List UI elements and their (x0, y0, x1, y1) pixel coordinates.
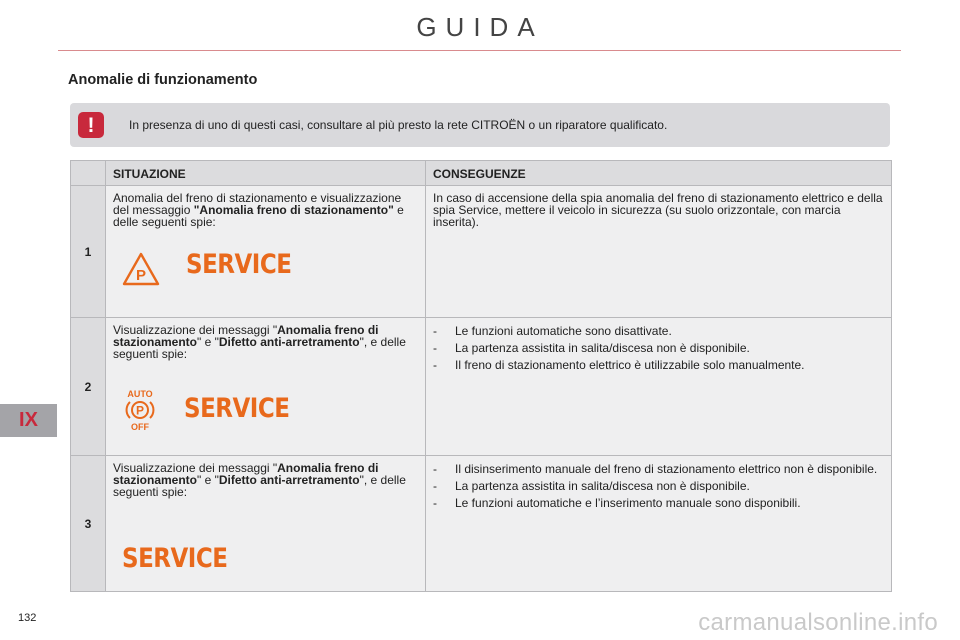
table-row (71, 186, 892, 318)
situation-text-part: ", e delle seguenti spie: (113, 335, 406, 361)
header-num (71, 161, 106, 186)
message-name: Difetto anti-arretramento (218, 473, 360, 487)
message-name: Anomalia freno di stazionamento (113, 323, 379, 349)
row-number: 2 (71, 318, 106, 456)
parking-circle-icon (122, 399, 158, 421)
page-number: 132 (18, 612, 37, 624)
parking-brake-warning-icon (122, 252, 160, 286)
consequence-list-wrap (426, 318, 891, 371)
situation-cell (106, 318, 426, 456)
list-item-text: La partenza assistita in salita/discesa non è disponibile. (455, 341, 750, 355)
watermark: carmanualsonline.info (698, 609, 938, 636)
situation-text-part: " e " (197, 473, 219, 487)
svg-text:P: P (135, 403, 145, 418)
service-lamp-icon: SERVICE (122, 544, 228, 574)
situation-text-part: Visualizzazione dei messaggi " (113, 323, 278, 337)
auto-label: AUTO (127, 389, 153, 399)
message-name: Difetto anti-arretramento (218, 335, 360, 349)
table-header-row (71, 161, 892, 186)
message-name: Anomalia freno di stazionamento (113, 461, 379, 487)
consequence-list (433, 463, 884, 509)
list-item: - Il freno di stazionamento elettrico è utilizzabile solo manualmente. (433, 358, 805, 372)
consequence-cell (426, 186, 892, 318)
list-item: - Le funzioni automatiche e l’inserimento manuale sono disponibili. (433, 496, 801, 510)
row-number: 1 (71, 186, 106, 318)
list-item-text: La partenza assistita in salita/discesa non è disponibile. (455, 479, 750, 493)
situation-text-part: e delle seguenti spie: (113, 203, 404, 229)
list-item: - La partenza assistita in salita/discesa non è disponibile. (433, 341, 750, 355)
exclamation-icon: ! (78, 112, 104, 138)
list-item-text: Le funzioni automatiche e l’inserimento manuale sono disponibili. (455, 496, 801, 510)
situation-text (106, 456, 425, 498)
list-item-text: Il freno di stazionamento elettrico è utilizzabile solo manualmente. (455, 358, 805, 372)
situation-cell (106, 456, 426, 592)
warning-lamps (106, 544, 425, 584)
message-name: "Anomalia freno di stazionamento" (193, 203, 394, 217)
consequence-list (433, 325, 884, 371)
consequence-cell (426, 318, 892, 456)
warning-notice (70, 103, 890, 147)
list-item: - Le funzioni automatiche sono disattivate. (433, 324, 672, 338)
table-row (71, 456, 892, 592)
consequence-list-wrap (426, 456, 891, 509)
header-situation: SITUAZIONE (106, 161, 426, 186)
service-lamp-icon: SERVICE (184, 394, 290, 424)
situation-text-part: Visualizzazione dei messaggi " (113, 461, 278, 475)
consequence-text: In caso di accensione della spia anomalia del freno di stazionamento elettrico e della spia Service, mettere il veicolo in sicurezza (su suolo orizzontale, con marcia inserita). (433, 191, 883, 229)
situation-text-part: ", e delle seguenti spie: (113, 473, 406, 499)
situation-text-part: " e " (197, 335, 219, 349)
situation-text (106, 318, 425, 360)
header-consequence: CONSEGUENZE (426, 161, 892, 186)
off-label: OFF (131, 422, 149, 432)
list-item: - La partenza assistita in salita/discesa non è disponibile. (433, 479, 750, 493)
page-title: GUIDA (416, 12, 544, 42)
situation-text (106, 186, 425, 228)
warning-lamps (106, 252, 425, 292)
situation-cell (106, 186, 426, 318)
list-item: - Il disinserimento manuale del freno di stazionamento elettrico non è disponibile. (433, 462, 878, 476)
warning-text: In presenza di uno di questi casi, consultare al più presto la rete CITROËN o un riparatore qualificato. (129, 118, 668, 132)
list-item-text: Le funzioni automatiche sono disattivate. (455, 324, 672, 338)
list-item-text: Il disinserimento manuale del freno di stazionamento elettrico non è disponibile. (455, 462, 878, 476)
situation-text-part: Anomalia del freno di stazionamento e visualizzazione del messaggio (113, 191, 402, 217)
chapter-tab: IX (0, 404, 57, 437)
table-row (71, 318, 892, 456)
warning-lamps (106, 390, 425, 436)
service-lamp-icon: SERVICE (186, 250, 292, 280)
title-divider (58, 50, 901, 51)
malfunction-table (70, 160, 892, 592)
auto-off-parking-icon (122, 390, 158, 432)
consequence-cell (426, 456, 892, 592)
row-number: 3 (71, 456, 106, 592)
svg-text:P: P (135, 267, 147, 284)
section-heading: Anomalie di funzionamento (68, 72, 258, 88)
